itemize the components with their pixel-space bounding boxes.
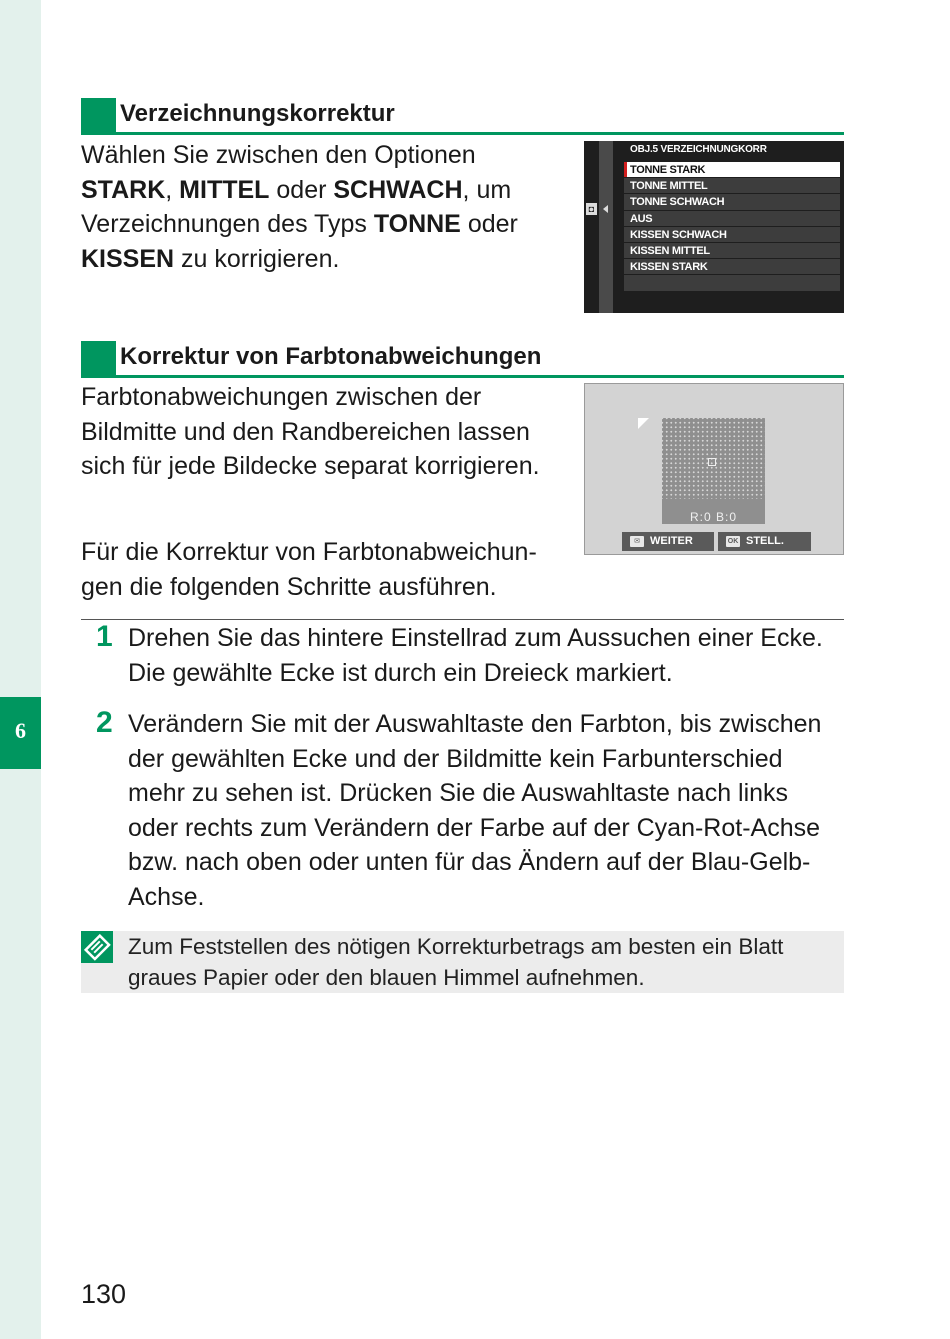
note-text: Zum Feststellen des nötigen Korrekturbetrags am besten ein Blatt graues Papier oder den blauen Himmel aufnehmen. (128, 934, 784, 990)
section-title: Korrektur von Farbtonabweichungen (120, 343, 542, 370)
step-text: Verändern Sie mit der Auswahltaste den Farbton, bis zwischen der gewählten Ecke und der Bildmitte kein Farbunterschied mehr zu sehen ist. Drücken Sie die Auswahltaste nach links oder rechts zum Verändern der Farbe auf der Cyan-Rot-Achse bzw. nach oben oder unten für das Ändern auf der Blau-Gelb-Achse. (128, 710, 822, 911)
menu-item[interactable]: KISSEN MITTEL (624, 243, 840, 259)
ok-icon: OK (727, 537, 739, 545)
side-strip (0, 0, 41, 1339)
menu-item[interactable]: TONNE STARK (624, 162, 840, 178)
section-heading-color-shading (81, 341, 844, 378)
note-box (81, 931, 844, 993)
step-number: 2 (96, 706, 113, 739)
divider (81, 619, 844, 620)
menu-list (624, 162, 840, 292)
menu-item[interactable]: AUS (624, 211, 840, 227)
menu-side-bar (599, 141, 613, 313)
menu-item[interactable]: TONNE SCHWACH (624, 194, 840, 210)
step-text: Drehen Sie das hintere Einstellrad zum Aussuchen einer Ecke. Die gewählte Ecke ist durch ein Dreieck markiert. (128, 624, 823, 687)
menu-item-empty (624, 275, 840, 291)
camera-icon: ◘ (586, 203, 597, 215)
menu-item[interactable]: KISSEN SCHWACH (624, 227, 840, 243)
corner-triangle-icon (638, 418, 649, 429)
distortion-menu-screenshot (584, 141, 844, 313)
crosshair-icon (708, 458, 716, 466)
next-button[interactable]: ✉ WEITER (622, 532, 714, 551)
set-button[interactable]: OK STELL. (718, 532, 811, 551)
menu-title: OBJ.5 VERZEICHNUNGKORR (630, 144, 767, 155)
menu-item[interactable]: TONNE MITTEL (624, 178, 840, 194)
section2-paragraph-1: Farbtonabweichungen zwischen der Bildmitte und den Randbereichen lassen sich für jede Bildecke separat korrigieren. (81, 383, 540, 480)
page-number: 130 (81, 1279, 127, 1309)
color-shading-screenshot (584, 383, 844, 555)
menu-item[interactable]: KISSEN STARK (624, 259, 840, 275)
left-arrow-icon (603, 205, 608, 213)
section2-paragraph-2: Für die Korrektur von Farbtonabweichungen die folgenden Schritte ausführen. (81, 538, 537, 601)
rb-readout: R:0 B:0 (689, 510, 738, 524)
note-icon (81, 931, 113, 963)
chapter-number: 6 (15, 718, 26, 743)
selector-icon: ✉ (630, 536, 644, 547)
heading-marker (81, 98, 116, 132)
heading-marker (81, 341, 116, 375)
section-title: Verzeichnungskorrektur (120, 100, 395, 127)
step-number: 1 (96, 620, 113, 653)
section1-paragraph: Wählen Sie zwischen den Optionen STARK, MITTEL oder SCHWACH, um Verzeichnungen des Typs TONNE oder KISSEN zu korrigieren. (81, 141, 518, 273)
section-heading-distortion (81, 98, 844, 135)
